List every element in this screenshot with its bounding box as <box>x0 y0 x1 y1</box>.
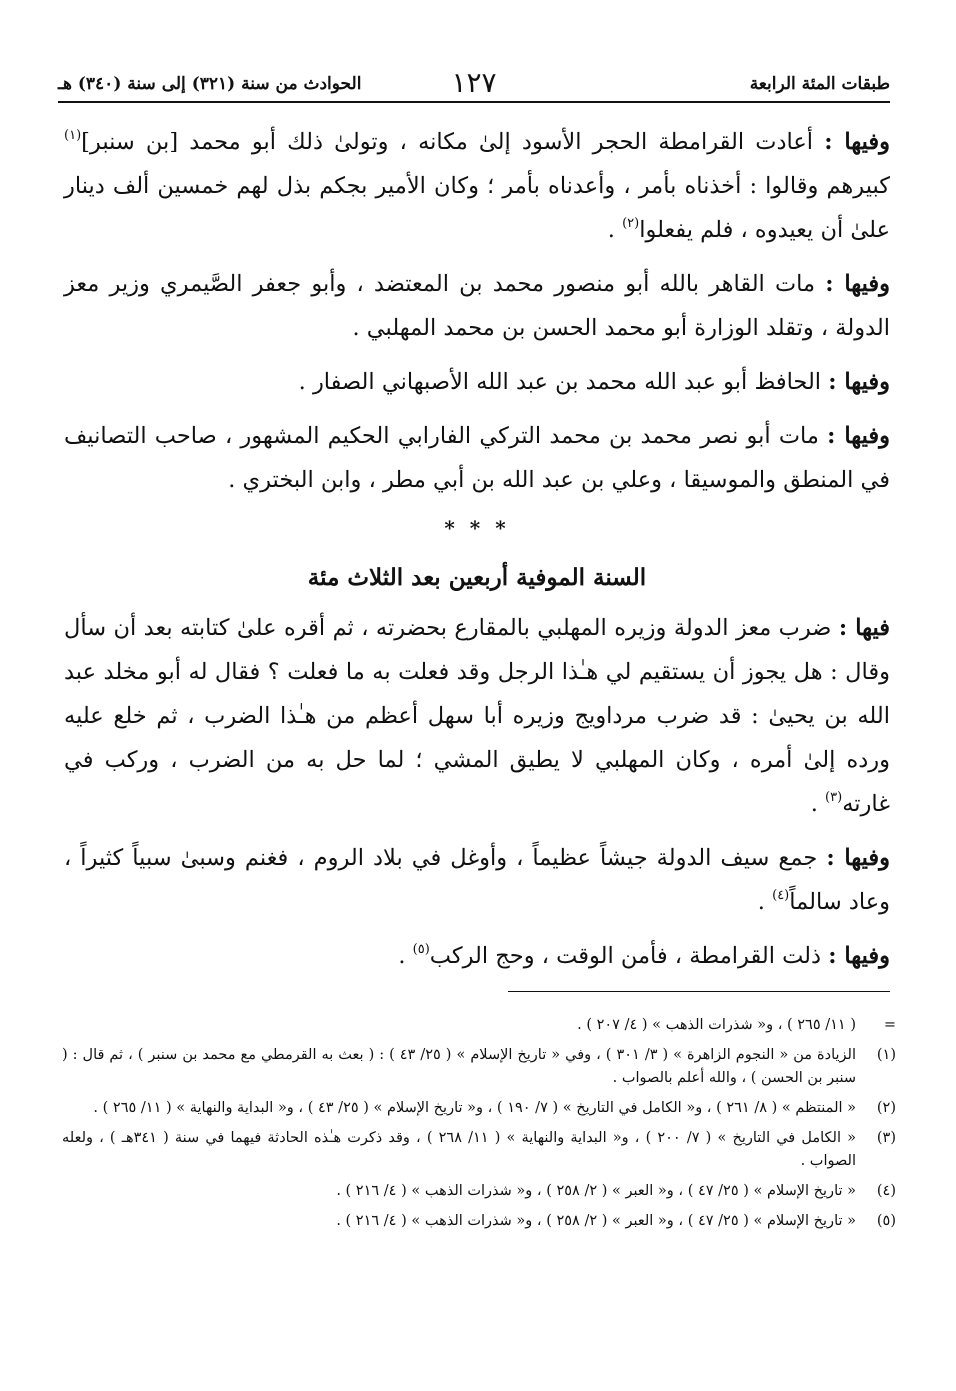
paragraph-lead: وفيها : <box>824 129 890 155</box>
footnote-ref-3: (٣) <box>825 790 843 805</box>
paragraph-lead: وفيها : <box>825 271 890 297</box>
page-number: ١٢٧ <box>451 66 497 99</box>
paragraph-4 <box>64 414 890 502</box>
footnote-4 <box>62 1180 896 1203</box>
footnote-number: (١) <box>876 1047 896 1063</box>
chapter-title: الحوادث من سنة (٣٢١) إلى سنة (٣٤٠) هـ <box>58 74 362 94</box>
footnote-ref-4: (٤) <box>772 888 790 903</box>
footnote-ref-1: (١) <box>64 128 82 143</box>
footnote-number: (٤) <box>876 1183 896 1199</box>
paragraph-lead: فيها : <box>838 615 890 641</box>
footnote-3 <box>62 1127 896 1173</box>
paragraph-1 <box>64 120 890 252</box>
paragraph-text: مات أبو نصر محمد بن محمد التركي الفارابي الحكيم المشهور ، صاحب التصانيف في المنطق والموسيقا ، وعلي بن عبد الله بن أبي مطر ، وابن البختري . <box>64 423 890 493</box>
footnotes <box>62 1014 896 1240</box>
section-separator: * * * <box>444 516 510 540</box>
footnote-text: « الكامل في التاريخ » ( ٧/ ٢٠٠ ) ، و« البداية والنهاية » ( ١١/ ٢٦٨ ) ، وقد ذكرت هـٰذه الحادثة فيهما في سنة ( ٣٤١هـ ) ، ولعله الصواب . <box>62 1130 856 1169</box>
paragraph-lead: وفيها : <box>828 369 890 395</box>
paragraph-2 <box>64 262 890 350</box>
paragraph-5 <box>64 606 890 826</box>
paragraph-6 <box>64 836 890 924</box>
footnote-number: (٣) <box>876 1130 896 1146</box>
paragraph-3 <box>64 360 890 404</box>
section-heading: السنة الموفية أربعين بعد الثلاث مئة <box>307 564 647 591</box>
paragraph-text: ذلت القرامطة ، فأمن الوقت ، وحج الركب <box>429 943 829 969</box>
paragraph-tail: . <box>757 889 773 915</box>
paragraph-text: جمع سيف الدولة جيشاً عظيماً ، وأوغل في بلاد الروم ، فغنم وسبىٰ سبياً كثيراً ، وعاد سالماً <box>64 845 890 915</box>
footnote-number: (٢) <box>876 1100 896 1116</box>
footnote-text: « تاريخ الإسلام » ( ٢٥/ ٤٧ ) ، و« العبر » ( ٢/ ٢٥٨ ) ، و« شذرات الذهب » ( ٤/ ٢١٦ ) . <box>336 1183 856 1199</box>
footnote-text: الزيادة من « النجوم الزاهرة » ( ٣/ ٣٠١ ) ، وفي « تاريخ الإسلام » ( ٢٥/ ٤٣ ) : ( بعث به القرمطي مع محمد بن سنبر ) ، ثم قال : ( سنبر بن الحسن ) ، والله أعلم بالصواب . <box>62 1047 857 1086</box>
paragraph-text: الحافظ أبو عبد الله محمد بن عبد الله الأصبهاني الصفار . <box>298 369 829 395</box>
footnote-text: « المنتظم » ( ٨/ ٢٦١ ) ، و« الكامل في التاريخ » ( ٧/ ١٩٠ ) ، و« تاريخ الإسلام » ( ٢٥/ ٤٣ ) ، و« البداية والنهاية » ( ١١/ ٢٦٥ ) . <box>93 1100 856 1116</box>
footnote-ref-5: (٥) <box>412 942 430 957</box>
paragraph-text-cont: كبيرهم وقالوا : أخذناه بأمر ، وأعدناه بأمر ؛ وكان الأمير بجكم بذل لهم خمسين ألف دينار علىٰ أن يعيدوه ، فلم يفعلوا <box>64 173 890 243</box>
paragraph-text: أعادت القرامطة الحجر الأسود إلىٰ مكانه ، وتولىٰ ذلك أبو محمد [بن سنبر] <box>81 129 825 155</box>
footnote-number: (٥) <box>876 1213 896 1229</box>
paragraph-lead: وفيها : <box>826 845 890 871</box>
paragraph-tail: . <box>398 943 413 969</box>
paragraph-7 <box>64 934 890 978</box>
footnote-2 <box>62 1097 896 1120</box>
paragraph-lead: وفيها : <box>828 943 890 969</box>
footnote-ref-2: (٢) <box>622 216 640 231</box>
running-header <box>58 64 890 102</box>
header-rule <box>58 101 890 103</box>
main-text <box>64 120 890 988</box>
book-title: طبقات المئة الرابعة <box>749 74 890 94</box>
paragraph-lead: وفيها : <box>827 423 890 449</box>
footnote-text: « تاريخ الإسلام » ( ٢٥/ ٤٧ ) ، و« العبر » ( ٢/ ٢٥٨ ) ، و« شذرات الذهب » ( ٤/ ٢١٦ ) . <box>336 1213 856 1229</box>
footnote-5 <box>62 1210 896 1233</box>
footnote-1 <box>62 1044 896 1090</box>
paragraph-tail: . <box>810 791 826 817</box>
footnote-number: = <box>883 1017 896 1033</box>
paragraph-tail: . <box>607 217 623 243</box>
paragraph-text: ضرب معز الدولة وزيره المهلبي بالمقارع بحضرته ، ثم أقره علىٰ كتابته بعد أن سأل وقال : هل يجوز أن يستقيم لي هـٰذا الرجل وقد فعلت به ما فعلت ؟ فقال له أبو مخلد عبد الله بن يحيىٰ : قد ضرب مرداويج وزيره أبا سهل أعظم من هـٰذا الضرب ، ثم خلع عليه ورده إلىٰ أمره ، وكان المهلبي لا يطيق المشي ؛ لما حل به من الضرب ، وركب في غارته <box>64 615 890 817</box>
paragraph-text: مات القاهر بالله أبو منصور محمد بن المعتضد ، وأبو جعفر الصَّيمري وزير معز الدولة ، وتقلد الوزارة أبو محمد الحسن بن محمد المهلبي . <box>64 271 890 341</box>
footnote-continued <box>62 1014 896 1037</box>
footnote-rule <box>508 991 890 992</box>
footnote-text: ( ١١/ ٢٦٥ ) ، و« شذرات الذهب » ( ٤/ ٢٠٧ ) . <box>577 1017 856 1033</box>
